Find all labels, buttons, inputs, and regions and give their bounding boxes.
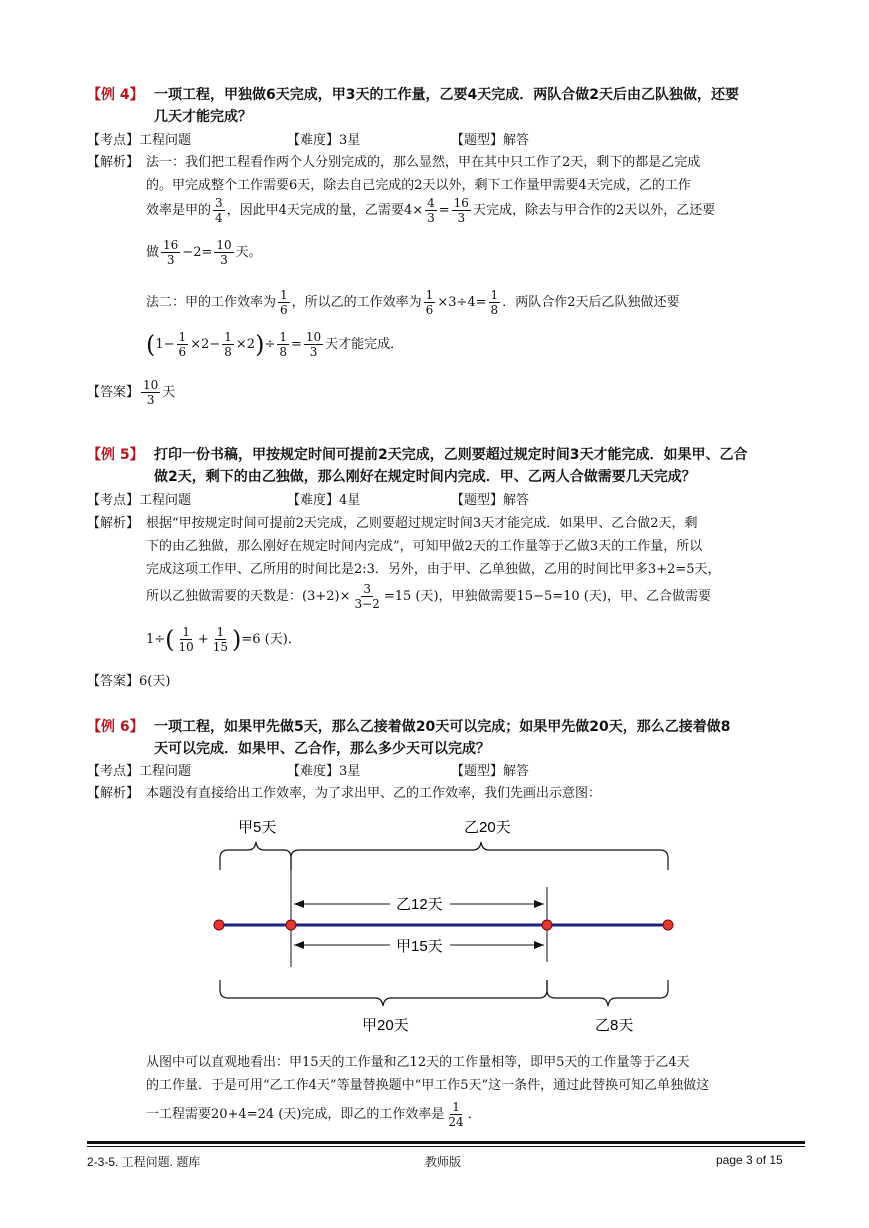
arrowhead-yi12-right	[534, 900, 544, 908]
ex4-question-line1: 一项工程，甲独做6天完成，甲3天的工作量，乙要4天完成．两队合做2天后由乙队独做，还要	[154, 87, 739, 103]
frac-4-3: $\frac{4}{3}$	[427, 196, 435, 225]
ex5-tag: 【例 5】	[87, 447, 144, 463]
footer-rule-thin	[87, 1146, 805, 1147]
arrowhead-jia15-left	[294, 941, 304, 949]
ex4-line1: 法一：我们把工程看作两个人分别完成的，那么显然，甲在其中只工作了2天，剩下的都是乙完成	[146, 155, 701, 170]
ex4-answer: 【答案】 $\frac{10}{3}$ 天	[87, 378, 176, 407]
label-yi12: 乙12天	[396, 896, 443, 913]
ex6-tixing: 【题型】解答	[451, 764, 530, 779]
arrowhead-jia15-right	[534, 941, 544, 949]
ex5-line1: 根据“甲按规定时间可提前2天完成，乙则要超过规定时间3天才能完成．如果甲、乙合做2天，剩	[146, 516, 698, 531]
ex5-nandu: 【难度】4星	[287, 493, 361, 508]
brace-jia20	[220, 980, 547, 1006]
ex6-tag: 【例 6】	[87, 719, 144, 735]
ex5-line3: 完成这项工作甲、乙所用的时间比是2:3．另外，由于甲、乙单独做，乙用的时间比甲多3+2=5天，	[146, 562, 721, 577]
ex4-line4: 做 $\frac{16}{3}$ −2= $\frac{10}{3}$ 天。	[146, 238, 262, 267]
ex4-line5: 法二：甲的工作效率为 $\frac{1}{6}$ ，所以乙的工作效率为 $\frac{1}{6}$ ×3÷4= $\frac{1}{8}$ ．两队合作2天后乙队独做还要	[146, 288, 680, 317]
ex5-question-line2: 做2天，剩下的由乙独做，那么刚好在规定时间内完成．甲、乙两人合做需要几天完成？	[154, 469, 696, 485]
ex4-jiexi-tag: 【解析】	[87, 155, 140, 170]
ex4-nandu: 【难度】3星	[287, 133, 361, 148]
label-jia5: 甲5天	[238, 819, 277, 836]
ex6-para-line3: 一工程需要20+4=24 (天)完成，即乙的工作效率是 $\frac{1}{24}$ ．	[146, 1100, 481, 1129]
ex4-tixing: 【题型】解答	[451, 133, 530, 148]
ex5-jiexi-tag: 【解析】	[87, 516, 140, 531]
point-b	[542, 920, 552, 930]
point-start	[214, 920, 224, 930]
ex4-line2: 的。甲完成整个工作需要6天，除去自己完成的2天以外，剩下工作量甲需要4天完成，乙的工作	[146, 178, 691, 193]
label-yi8: 乙8天	[595, 1017, 634, 1034]
ex4-tag: 【例 4】	[87, 87, 144, 103]
footer-center: 教师版	[425, 1155, 462, 1169]
ex6-line1: 本题没有直接给出工作效率，为了求出甲、乙的工作效率，我们先画出示意图：	[146, 786, 602, 801]
ex4-line3: 效率是甲的 $\frac{3}{4}$ ，因此甲4天完成的量，乙需要4× $\frac{4}{3}$ = $\frac{16}{3}$ 天完成，除去与甲合作的2天以外，乙还要	[146, 196, 716, 225]
ex6-kaodian: 【考点】工程问题	[87, 764, 192, 779]
ex5-question-line1: 打印一份书稿，甲按规定时间可提前2天完成，乙则要超过规定时间3天才能完成．如果甲、乙合	[154, 447, 748, 463]
ex5-kaodian: 【考点】工程问题	[87, 493, 192, 508]
footer-rule-thick	[87, 1141, 805, 1144]
footer-left: 2-3-5. 工程问题. 题库	[87, 1155, 201, 1169]
brace-yi8	[547, 980, 668, 1006]
ex4-kaodian: 【考点】工程问题	[87, 133, 192, 148]
ex6-para-line2: 的工作量．于是可用“乙工作4天”等量替换题中“甲工作5天”这一条件，通过此替换可知乙单独做这	[146, 1078, 710, 1093]
label-jia20: 甲20天	[362, 1017, 409, 1034]
ex5-answer: 【答案】6(天)	[87, 674, 171, 689]
ex5-tixing: 【题型】解答	[451, 493, 530, 508]
label-yi20: 乙20天	[464, 819, 511, 836]
arrowhead-yi12-left	[294, 900, 304, 908]
ex5-line2: 下的由乙独做，那么刚好在规定时间内完成”，可知甲做2天的工作量等于乙做3天的工作量，所以	[146, 539, 703, 554]
ex6-question-line1: 一项工程，如果甲先做5天，那么乙接着做20天可以完成；如果甲先做20天，那么乙接着做8	[154, 719, 731, 735]
ex6-jiexi-tag: 【解析】	[87, 786, 140, 801]
ex4-question-line2: 几天才能完成？	[154, 109, 252, 125]
ex5-line4: 所以乙独做需要的天数是：(3+2)× $\frac{3}{3-2}$ =15 (天)，甲独做需要15−5=10 (天)，甲、乙合做需要	[146, 582, 711, 611]
work-schedule-diagram	[200, 812, 690, 1042]
point-a	[286, 920, 296, 930]
footer-page-number: page 3 of 15	[716, 1153, 783, 1167]
ex4-line6: (1− $\frac{1}{6}$ ×2− $\frac{1}{8}$ ×2)÷ $\frac{1}{8}$ = $\frac{10}{3}$ 天才能完成．	[146, 330, 404, 359]
brace-yi20	[291, 842, 668, 870]
frac-3-4: $\frac{3}{4}$	[215, 196, 223, 225]
ex6-question-line2: 天可以完成．如果甲、乙合作，那么多少天可以完成？	[154, 741, 490, 757]
ex5-line5: 1÷( $\frac{1}{10}$ + $\frac{1}{15}$ )=6 (天)．	[146, 625, 301, 654]
ex6-nandu: 【难度】3星	[287, 764, 361, 779]
ex6-para-line1: 从图中可以直观地看出：甲15天的工作量和乙12天的工作量相等，即甲5天的工作量等于乙4天	[146, 1055, 690, 1070]
brace-jia5	[220, 842, 291, 870]
point-end	[663, 920, 673, 930]
frac-16-3: $\frac{16}{3}$	[453, 196, 469, 225]
label-jia15: 甲15天	[396, 938, 443, 955]
